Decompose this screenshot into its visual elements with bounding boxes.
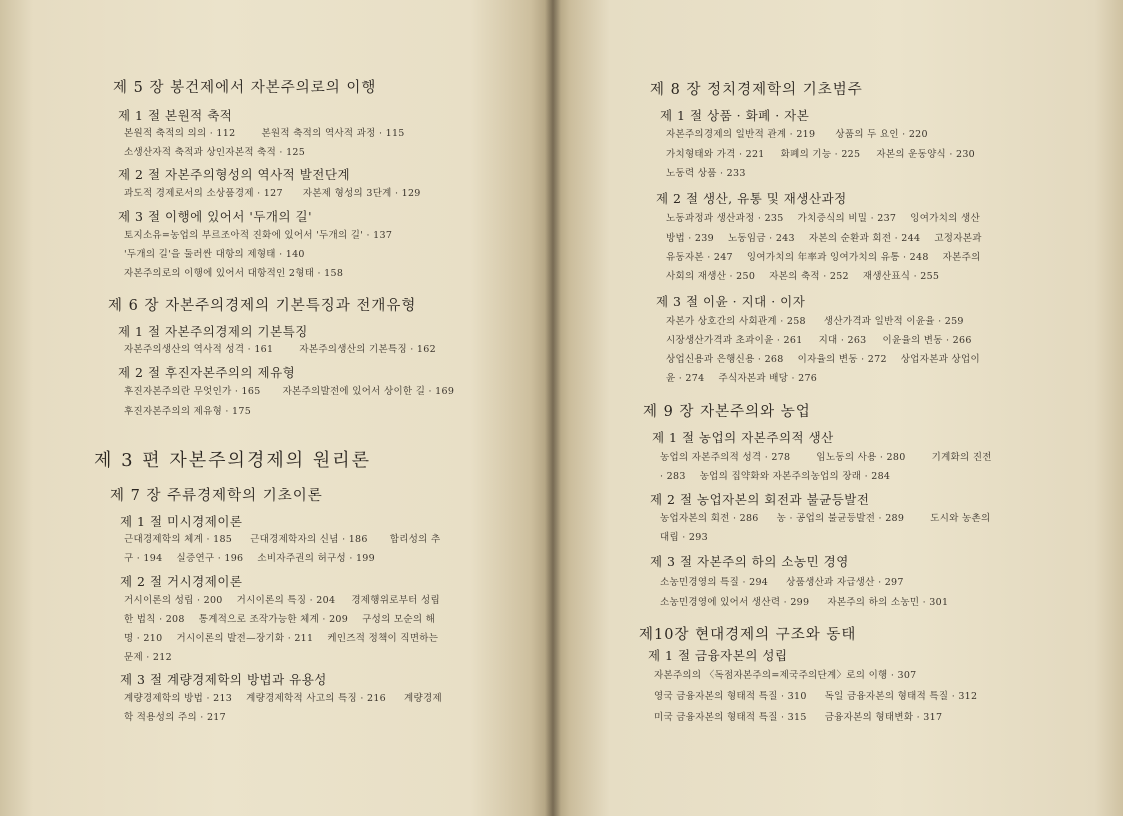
ch5-s3-line-3: 자본주의로의 이행에 있어서 대항적인 2형태 · 158 xyxy=(124,268,344,279)
ch5-s2-line-1: 과도적 경제로서의 소상품경제 · 127 자본제 형성의 3단계 · 129 xyxy=(124,188,421,199)
chapter-9-title: 제 9 장 자본주의와 농업 xyxy=(643,404,811,420)
chapter-6-title: 제 6 장 자본주의경제의 기본특징과 전개유형 xyxy=(108,298,417,314)
ch5-s1-line-1: 본원적 축적의 의의 · 112 본원적 축적의 역사적 과정 · 115 xyxy=(124,128,405,139)
ch8-section-3-title: 제 3 절 이윤 · 지대 · 이자 xyxy=(656,294,806,309)
ch8-s3-line-3: 상업신용과 은행신용 · 268 이자율의 변동 · 272 상업자본과 상업이 xyxy=(666,354,980,365)
ch10-s1-line-1: 자본주의의 〈독점자본주의=제국주의단계〉로의 이행 · 307 xyxy=(654,670,917,681)
ch8-section-2-title: 제 2 절 생산, 유통 및 재생산과정 xyxy=(656,191,847,206)
chapter-8-title: 제 8 장 정치경제학의 기초범주 xyxy=(650,82,863,98)
ch10-s1-line-3: 미국 금융자본의 형태적 특질 · 315 금융자본의 형태변화 · 317 xyxy=(654,712,943,723)
ch10-s1-line-2: 영국 금융자본의 형태적 특질 · 310 독일 금융자본의 형태적 특질 · 312 xyxy=(654,691,978,702)
ch8-s1-line-2: 가치형태와 가격 · 221 화폐의 기능 · 225 자본의 운동양식 · 230 xyxy=(666,149,976,160)
ch7-s2-line-2: 한 법칙 · 208 통계적으로 조작가능한 체계 · 209 구성의 모순의 해 xyxy=(124,614,436,625)
ch7-section-2-title: 제 2 절 거시경제이론 xyxy=(120,574,243,589)
ch7-section-3-title: 제 3 절 계량경제학의 방법과 유용성 xyxy=(120,672,327,687)
ch8-s3-line-1: 자본가 상호간의 사회관계 · 258 생산가격과 일반적 이윤율 · 259 xyxy=(666,316,964,327)
ch9-section-2-title: 제 2 절 농업자본의 회전과 불균등발전 xyxy=(650,492,870,507)
ch7-s3-line-1: 계량경제학의 방법 · 213 계량경제학적 사고의 특징 · 216 계량경제 xyxy=(124,693,442,704)
ch8-s2-line-1: 노동과정과 생산과정 · 235 가치증식의 비밀 · 237 잉여가치의 생산 xyxy=(666,213,980,224)
ch8-section-1-title: 제 1 절 상품 · 화폐 · 자본 xyxy=(660,108,810,123)
ch5-s3-line-2: '두개의 길'을 둘러싼 대항의 제형태 · 140 xyxy=(124,249,305,260)
left-page xyxy=(0,0,553,816)
chapter-5-title: 제 5 장 봉건제에서 자본주의로의 이행 xyxy=(113,80,377,96)
ch7-section-1-title: 제 1 절 미시경제이론 xyxy=(120,514,243,529)
part-3-title: 제 3 편 자본주의경제의 원리론 xyxy=(94,450,371,471)
chapter-7-title: 제 7 장 주류경제학의 기초이론 xyxy=(110,488,323,504)
ch8-s2-line-2: 방법 · 239 노동임금 · 243 자본의 순환과 회전 · 244 고정자본과 xyxy=(666,233,982,244)
ch9-s1-line-2: · 283 농업의 집약화와 자본주의농업의 장래 · 284 xyxy=(660,471,891,482)
ch8-s1-line-1: 자본주의경제의 일반적 관계 · 219 상품의 두 요인 · 220 xyxy=(666,129,928,140)
ch6-s2-line-1: 후진자본주의란 무엇인가 · 165 자본주의발전에 있어서 상이한 길 · 169 xyxy=(124,386,455,397)
ch9-s2-line-2: 대립 · 293 xyxy=(660,532,708,543)
ch5-s1-line-2: 소생산자적 축적과 상인자본적 축적 · 125 xyxy=(124,147,306,158)
ch9-s1-line-1: 농업의 자본주의적 성격 · 278 임노동의 사용 · 280 기계화의 진전 xyxy=(660,452,992,463)
book-gutter xyxy=(545,0,561,816)
ch7-s1-line-2: 구 · 194 실증연구 · 196 소비자주권의 허구성 · 199 xyxy=(124,553,375,564)
ch8-s3-line-2: 시장생산가격과 초과이윤 · 261 지대 · 263 이윤율의 변동 · 266 xyxy=(666,335,972,346)
ch9-s3-line-1: 소농민경영의 특질 · 294 상품생산과 자급생산 · 297 xyxy=(660,577,904,588)
ch6-section-1-title: 제 1 절 자본주의경제의 기본특징 xyxy=(118,324,308,339)
ch6-s1-line-1: 자본주의생산의 역사적 성격 · 161 자본주의생산의 기본특징 · 162 xyxy=(124,344,436,355)
ch8-s2-line-3: 유동자본 · 247 잉여가치의 年率과 잉여가치의 유통 · 248 자본주의 xyxy=(666,252,981,263)
right-page xyxy=(553,0,1123,816)
ch7-s2-line-3: 명 · 210 거시이론의 발전—장기화 · 211 케인즈적 정책이 직면하는 xyxy=(124,633,439,644)
ch10-section-1-title: 제 1 절 금융자본의 성립 xyxy=(648,648,788,663)
ch7-s2-line-1: 거시이론의 성립 · 200 거시이론의 특징 · 204 경제행위로부터 성립 xyxy=(124,595,440,606)
ch5-section-2-title: 제 2 절 자본주의형성의 역사적 발전단계 xyxy=(118,167,351,182)
ch8-s1-line-3: 노동력 상품 · 233 xyxy=(666,168,746,179)
ch8-s2-line-4: 사회의 재생산 · 250 자본의 축적 · 252 재생산표식 · 255 xyxy=(666,271,940,282)
ch7-s1-line-1: 근대경제학의 체계 · 185 근대경제학자의 신념 · 186 합리성의 추 xyxy=(124,534,441,545)
ch5-section-3-title: 제 3 절 이행에 있어서 '두개의 길' xyxy=(118,209,313,224)
chapter-10-title: 제10장 현대경제의 구조와 동태 xyxy=(639,627,857,643)
ch9-s2-line-1: 농업자본의 회전 · 286 농 · 공업의 불균등발전 · 289 도시와 농촌의 xyxy=(660,513,991,524)
ch5-s3-line-1: 토지소유=농업의 부르조아적 진화에 있어서 '두개의 길' · 137 xyxy=(124,230,393,241)
ch6-s2-line-2: 후진자본주의의 제유형 · 175 xyxy=(124,406,252,417)
ch5-section-1-title: 제 1 절 본원적 축적 xyxy=(118,108,233,123)
ch7-s3-line-2: 학 적용성의 주의 · 217 xyxy=(124,712,226,723)
ch6-section-2-title: 제 2 절 후진자본주의의 제유형 xyxy=(118,365,296,380)
ch9-s3-line-2: 소농민경영에 있어서 생산력 · 299 자본주의 하의 소농민 · 301 xyxy=(660,597,949,608)
ch8-s3-line-4: 윤 · 274 주식자본과 배당 · 276 xyxy=(666,373,818,384)
ch9-section-1-title: 제 1 절 농업의 자본주의적 생산 xyxy=(652,430,834,445)
ch9-section-3-title: 제 3 절 자본주의 하의 소농민 경영 xyxy=(650,554,849,569)
ch7-s2-line-4: 문제 · 212 xyxy=(124,652,172,663)
